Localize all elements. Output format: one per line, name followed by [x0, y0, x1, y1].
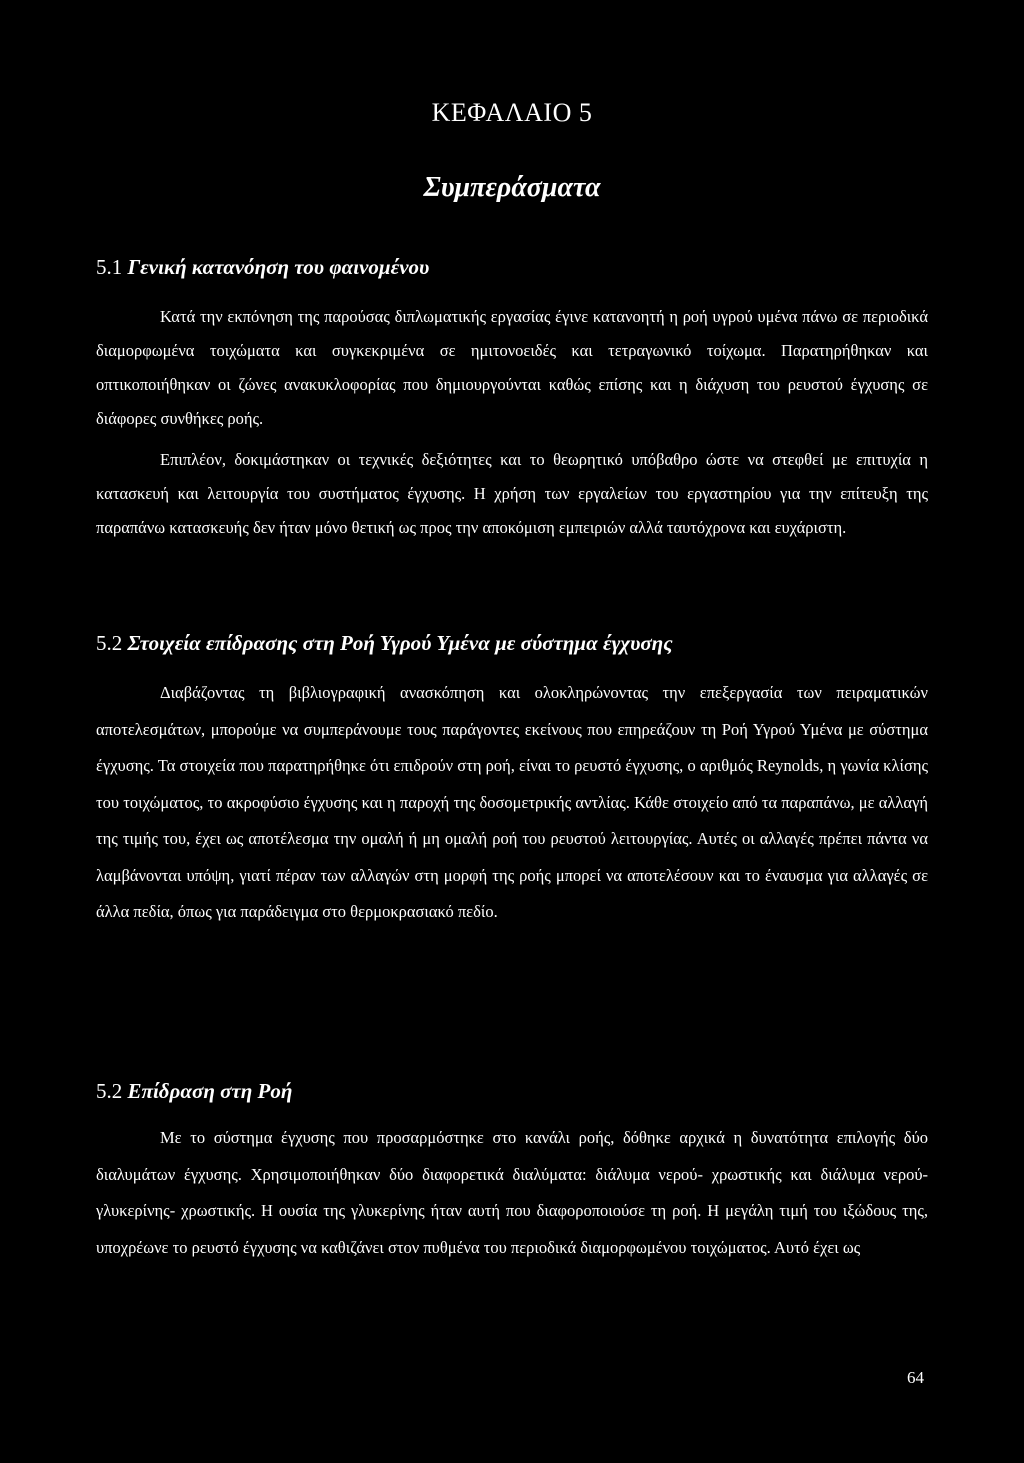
section-number: 5.2: [96, 1079, 123, 1103]
page-number: 64: [907, 1368, 924, 1387]
section-heading-5-1: [96, 252, 429, 282]
chapter-label: ΚΕΦΑΛΑΙΟ 5: [431, 98, 593, 127]
section-title: Επίδραση στη Ροή: [127, 1079, 293, 1103]
paragraph: Με το σύστημα έγχυσης που προσαρμόστηκε στο κανάλι ροής, δόθηκε αρχικά η δυνατότητα επιλογής δύο διαλυμάτων έγχυσης. Χρησιμοποιήθηκαν δύο διαφορετικά διαλύματα: διάλυμα νερού- χρωστικής και διάλυμα νερού- γλυκερίνης- χρωστικής. Η ουσία της γλυκερίνης ήταν αυτή που διαφοροποιούσε τη ροή. Η μεγάλη τιμή του ιξώδους της, υποχρέωνε το ρευστό έγχυσης να καθιζάνει στον πυθμένα του περιοδικά διαμορφωμένου τοιχώματος. Αυτό έχει ως: [96, 1128, 928, 1257]
section-heading-5-2-effect: [96, 1076, 292, 1106]
section-number: 5.2: [96, 631, 123, 655]
section-title: Στοιχεία επίδρασης στη Ροή Υγρού Υμένα με σύστημα έγχυσης: [127, 631, 673, 655]
paragraph: Επιπλέον, δοκιμάστηκαν οι τεχνικές δεξιότητες και το θεωρητικό υπόβαθρο ώστε να στεφθεί με επιτυχία η κατασκευή και λειτουργία του συστήματος έγχυσης. Η χρήση των εργαλείων του εργαστηρίου για την επίτευξη της παραπάνω κατασκευής δεν ήταν μόνο θετική ως προς την αποκόμιση εμπειριών αλλά ταυτόχρονα και ευχάριστη.: [96, 450, 928, 537]
section-title: Γενική κατανόηση του φαινομένου: [127, 255, 430, 279]
paragraph: Κατά την εκπόνηση της παρούσας διπλωματικής εργασίας έγινε κατανοητή η ροή υγρού υμένα πάνω σε περιοδικά διαμορφωμένα τοιχώματα και συγκεκριμένα σε ημιτονοειδές και τετραγωνικό τοίχωμα. Παρατηρήθηκαν και οπτικοποιήθηκαν οι ζώνες ανακυκλοφορίας που δημιουργούνται καθώς επίσης και η διάχυση του ρευστού έγχυσης σε διάφορες συνθήκες ροής.: [96, 307, 928, 428]
paragraph: Διαβάζοντας τη βιβλιογραφική ανασκόπηση και ολοκληρώνοντας την επεξεργασία των πειραματικών αποτελεσμάτων, μπορούμε να συμπεράνουμε τους παράγοντες εκείνους που επηρεάζουν τη Ροή Υγρού Υμένα με σύστημα έγχυσης. Τα στοιχεία που παρατηρήθηκε ότι επιδρούν στη ροή, είναι το ρευστό έγχυσης, ο αριθμός Reynolds, η γωνία κλίσης του τοιχώματος, το ακροφύσιο έγχυσης και η παροχή της δοσομετρικής αντλίας. Κάθε στοιχείο από τα παραπάνω, με αλλαγή της τιμής του, έχει ως αποτέλεσμα την ομαλή ή μη ομαλή ροή του ρευστού λειτουργίας. Αυτές οι αλλαγές πρέπει πάντα να λαμβάνονται υπόψη, γιατί πέραν των αλλαγών στη μορφή της ροής μπορεί να αποτελέσουν και το έναυσμα για αλλαγές σε άλλα πεδία, όπως για παράδειγμα στο θερμοκρασιακό πεδίο.: [96, 683, 928, 921]
section-heading-5-2-elements: [96, 628, 673, 658]
section-number: 5.1: [96, 255, 123, 279]
chapter-title: Συμπεράσματα: [423, 172, 601, 203]
